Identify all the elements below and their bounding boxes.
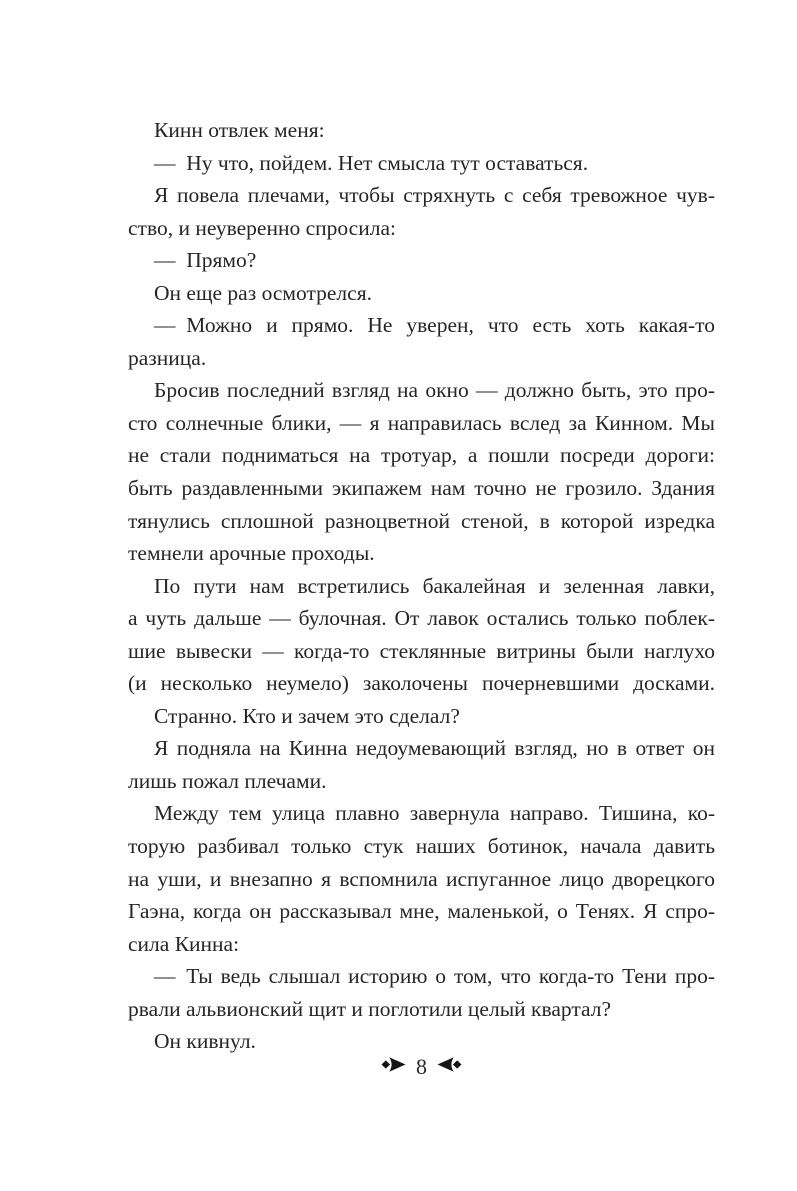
text-line: не стали подниматься на тротуар, а пошли посреди дороги: — [128, 443, 715, 468]
text-line: Он еще раз осмотрелся. — [154, 280, 372, 305]
text-line: Кинн отвлек меня: — [154, 118, 325, 142]
text-line: По пути нам встретились бакалейная и зеленная лавки, — [154, 573, 715, 598]
text-line: шие вывески — когда-то стеклянные витрины были наглухо — [128, 638, 715, 663]
text-line: тянулись сплошной разноцветной стеной, в которой изредка — [128, 508, 715, 533]
page-number: 8 — [416, 1054, 427, 1079]
page-text — [128, 114, 715, 1058]
text-line: Между тем улица плавно завернула направо. Тишина, ко- — [154, 801, 715, 826]
text-line: Странно. Кто и зачем это сделал? — [154, 703, 460, 728]
text-line: сто солнечные блики, — я направилась вслед за Кинном. Мы — [128, 410, 715, 435]
text-line: — Прямо? — [154, 248, 257, 273]
text-line: сила Кинна: — [128, 931, 240, 956]
fleuron-arrow-right-icon — [381, 1056, 406, 1078]
text-line: лишь пожал плечами. — [128, 768, 327, 793]
text-line: а чуть дальше — булочная. От лавок остались только поблек- — [128, 606, 715, 631]
text-line: рвали альвионский щит и поглотили целый квартал? — [128, 996, 612, 1021]
fleuron-arrow-left-icon — [437, 1056, 462, 1078]
text-line: (и несколько неумело) заколочены почерневшими досками. — [128, 671, 715, 696]
text-line: — Ну что, пойдем. Нет смысла тут оставаться. — [154, 150, 589, 175]
text-line: торую разбивал только стук наших ботинок, начала давить — [128, 834, 715, 859]
text-line: Гаэна, когда он рассказывал мне, маленькой, о Тенях. Я спро- — [128, 899, 715, 924]
text-line: ство, и неуверенно спросила: — [128, 215, 396, 240]
text-line: на уши, и внезапно я вспомнила испуганное лицо дворецкого — [128, 866, 715, 891]
text-line: — Можно и прямо. Не уверен, что есть хоть какая-то разница. — [128, 313, 715, 370]
text-line: быть раздавленными экипажем нам точно не грозило. Здания — [128, 476, 715, 501]
text-line: — Ты ведь слышал историю о том, что когда-то Тени про- — [154, 964, 715, 989]
text-line: темнели арочные проходы. — [128, 541, 375, 566]
page-footer — [128, 1049, 715, 1085]
text-line: Он кивнул. — [154, 1029, 256, 1054]
text-line: Бросив последний взгляд на окно — должно быть, это про- — [154, 378, 715, 403]
text-line: Я подняла на Кинна недоумевающий взгляд, но в ответ он — [154, 736, 715, 761]
text-line: Я повела плечами, чтобы стряхнуть с себя тревожное чув- — [154, 183, 715, 208]
